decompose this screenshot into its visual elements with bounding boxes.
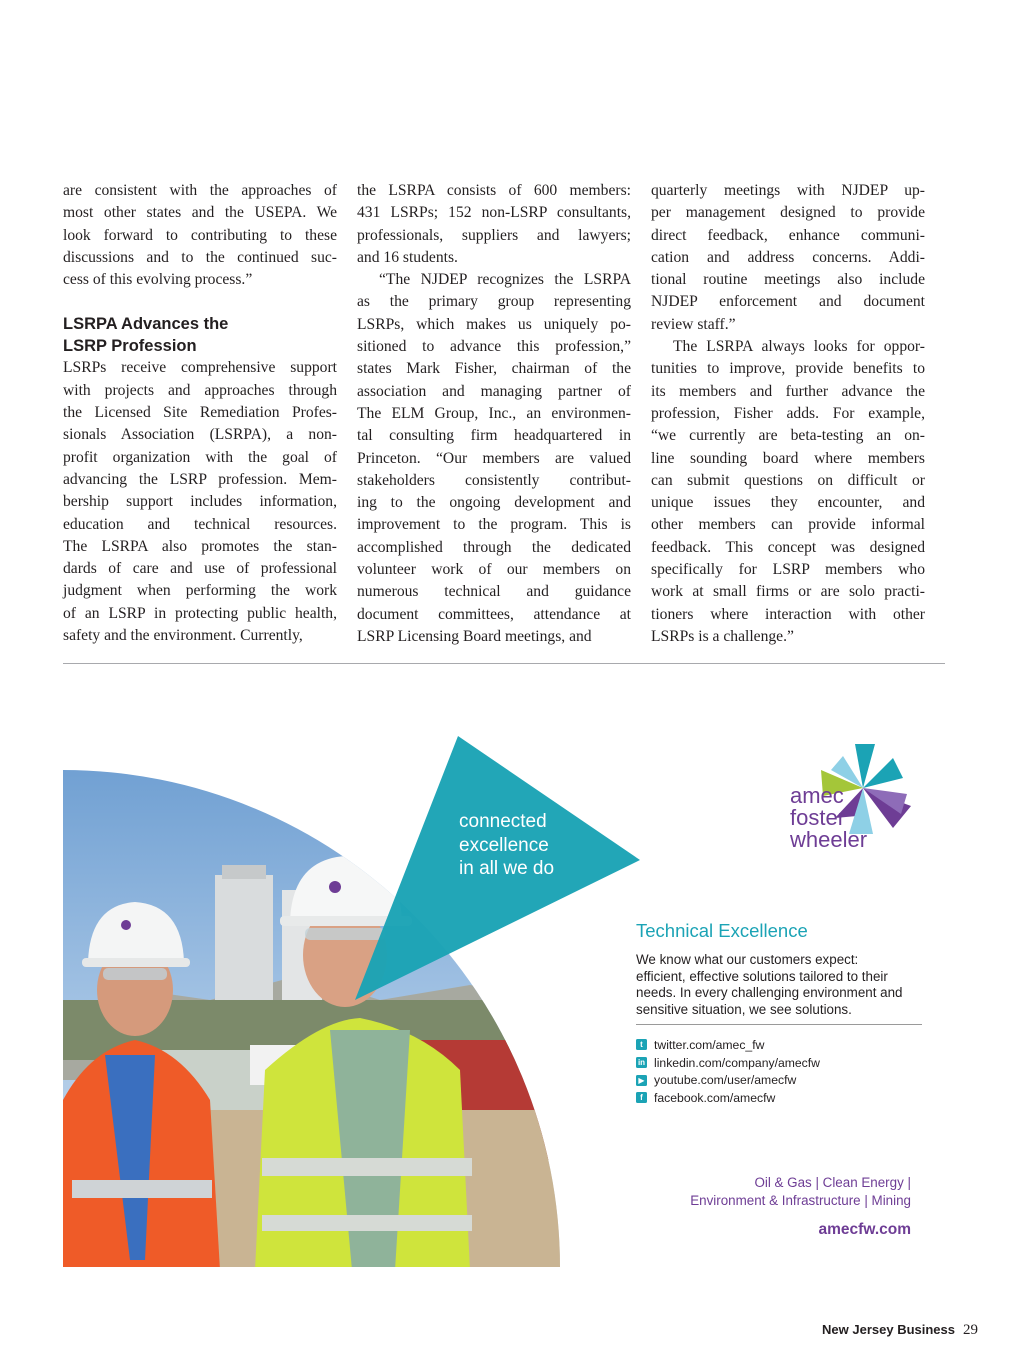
section-subhead (63, 313, 337, 357)
page-footer (822, 1322, 978, 1339)
text-line: tional routine meetings also include (651, 271, 925, 289)
text-line: We know what our customers expect: (636, 952, 859, 967)
ad-tagline (459, 810, 639, 881)
facebook-icon: f (636, 1092, 647, 1103)
col3-para2 (651, 336, 925, 648)
publication-name: New Jersey Business (822, 1322, 955, 1337)
text-line: LSRP Licensing Board meetings, and (357, 627, 592, 645)
text-line: unique issues they encounter, and (651, 494, 925, 512)
youtube-icon: ▶ (636, 1075, 647, 1086)
text-line: LSRP Profession (63, 337, 197, 356)
text-line: improvement to the program. This is (357, 516, 631, 534)
text-line: efficient, effective solutions tailored to their (636, 968, 888, 984)
text-line: ing to the ongoing development and (357, 494, 631, 512)
text-line: foster (790, 805, 846, 830)
article-column-3 (651, 180, 925, 648)
text-line: most other states and the USEPA. We (63, 204, 337, 222)
text-line: needs. In every challenging environment and (636, 985, 903, 1000)
col3-para1 (651, 180, 925, 336)
text-line: connected (459, 811, 547, 832)
text-line: line sounding board where members (651, 449, 925, 467)
col1-para2 (63, 357, 337, 647)
text-line: as the primary group representing (357, 293, 631, 311)
text-line: quarterly meetings with NJDEP up- (651, 182, 925, 199)
text-line: LSRPs, which makes us uniquely po- (357, 315, 631, 333)
text-line: bership support includes information, (63, 493, 337, 511)
text-line: LSRPs receive comprehensive support (63, 359, 337, 377)
text-line: specifically for LSRP members who (651, 561, 925, 579)
text-line: numerous technical and guidance (357, 583, 631, 601)
text-line: advancing the LSRP profession. Mem- (63, 470, 337, 488)
twitter-icon: t (636, 1039, 647, 1050)
text-line: tal consulting firm headquartered in (357, 427, 631, 445)
text-line: The ELM Group, Inc., an environmen- (357, 404, 631, 422)
text-line: of an LSRP in protecting public health, (63, 604, 337, 622)
col1-para1 (63, 180, 337, 291)
text-line: review staff.” (651, 315, 736, 333)
text-line: Environment & Infrastructure | Mining (690, 1192, 911, 1208)
social-link-text[interactable]: youtube.com/user/amecfw (654, 1073, 797, 1088)
text-line: other members can provide informal (651, 516, 925, 534)
text-line: in all we do (459, 858, 555, 879)
col2-para2 (357, 269, 631, 648)
ad-sectors (690, 1174, 911, 1209)
text-line: professionals, suppliers and lawyers; (357, 226, 631, 244)
text-line: are consistent with the approaches of (63, 182, 337, 199)
text-line: “The NJDEP recognizes the LSRPA (379, 271, 631, 289)
text-line: amec (790, 783, 844, 808)
text-line: Princeton. “Our members are valued (357, 449, 631, 467)
linkedin-icon: in (637, 1058, 646, 1068)
text-line: document committees, attendance at (357, 605, 631, 623)
article-column-2 (357, 180, 631, 648)
article-divider (63, 663, 945, 664)
text-line: profession, Fisher adds. For example, (651, 404, 925, 422)
ad-website-link[interactable]: amecfw.com (818, 1221, 911, 1238)
text-line: profit organization with the goal of (63, 448, 337, 466)
text-line: its members and further advance the (651, 382, 925, 400)
text-line: Oil & Gas | Clean Energy | (754, 1175, 911, 1190)
text-line: judgment when performing the work (63, 582, 337, 600)
text-line: excellence (459, 834, 549, 856)
text-line: association and managing partner of (357, 382, 631, 400)
text-line: the LSRPA consists of 600 members: (357, 182, 631, 199)
text-line: “we currently are beta-testing an on- (651, 427, 925, 445)
text-line: look forward to contributing to these (63, 226, 337, 244)
text-line: NJDEP enforcement and document (651, 293, 925, 311)
social-link-youtube[interactable] (636, 1071, 936, 1089)
text-line: tioners where interaction with other (651, 605, 925, 623)
text-line: cation and address concerns. Addi- (651, 248, 925, 266)
social-link-twitter[interactable] (636, 1036, 936, 1054)
advertisement (0, 700, 1024, 1300)
text-line: LSRPs is a challenge.” (651, 627, 794, 645)
text-line: work at small firms or are solo practi- (651, 583, 925, 601)
text-line: accomplished through the dedicated (357, 538, 631, 556)
text-line: LSRPA Advances the (63, 315, 229, 334)
ad-body-copy (636, 952, 936, 1018)
text-line: direct feedback, enhance communi- (651, 226, 925, 244)
social-link-text[interactable]: linkedin.com/company/amecfw (654, 1055, 820, 1070)
text-line: sitioned to advance this profession,” (357, 338, 631, 356)
logo-wordmark (790, 785, 867, 851)
text-line: sionals Association (LSRPA), a non- (63, 426, 337, 444)
text-line: feedback. This concept was designed (651, 538, 925, 556)
text-line: cess of this evolving process.” (63, 271, 253, 289)
col2-para1 (357, 180, 631, 269)
article-column-1 (63, 180, 337, 647)
text-line: tunities to improve, provide benefits to (651, 360, 925, 378)
text-line: 431 LSRPs; 152 non-LSRP consultants, (357, 204, 631, 222)
text-line: can submit questions on difficult or (651, 471, 925, 489)
text-line: sensitive situation, we see solutions. (636, 1001, 852, 1017)
social-link-facebook[interactable] (636, 1089, 936, 1107)
social-link-text[interactable]: facebook.com/amecfw (654, 1090, 776, 1105)
ad-heading: Technical Excellence (636, 920, 808, 941)
text-line: stakeholders consistently contribut- (357, 471, 631, 489)
text-line: education and technical resources. (63, 515, 337, 533)
text-line: states Mark Fisher, chairman of the (357, 360, 631, 378)
text-line: safety and the environment. Currently, (63, 627, 303, 645)
page-number: 29 (963, 1322, 978, 1338)
social-links (636, 1036, 936, 1107)
text-line: The LSRPA always looks for oppor- (673, 338, 925, 356)
text-line: wheeler (790, 827, 868, 852)
text-line: with projects and approaches through (63, 381, 337, 399)
text-line: The LSRPA also promotes the stan- (63, 537, 337, 555)
text-line: volunteer work of our members on (357, 561, 631, 579)
text-line: and 16 students. (357, 248, 458, 266)
ad-divider (636, 1024, 922, 1025)
text-line: per management designed to provide (651, 204, 925, 222)
social-link-linkedin[interactable] (636, 1054, 936, 1072)
text-line: discussions and to the continued suc- (63, 248, 337, 266)
text-line: dards of care and use of professional (63, 560, 337, 578)
social-link-text[interactable]: twitter.com/amec_fw (654, 1037, 765, 1052)
text-line: the Licensed Site Remediation Profes- (63, 404, 337, 422)
